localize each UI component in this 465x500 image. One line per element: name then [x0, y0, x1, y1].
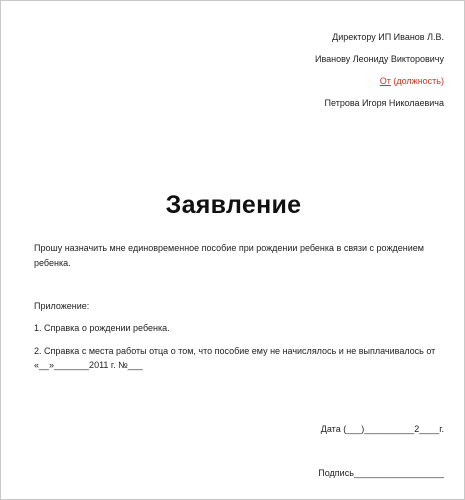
attachment-heading: Приложение: — [34, 301, 90, 311]
addressee-line: Директору ИП Иванов Л.В. — [332, 32, 444, 42]
attachment-item-2-line-1: 2. Справка с места работы отца о том, что пособие ему не начислялось и не выплачивалось от — [34, 346, 436, 356]
request-text: Прошу назначить мне единовременное пособие при рождении ребенка в связи с рождением ребенка. — [34, 243, 424, 268]
from-prefix: От — [379, 76, 391, 86]
attachment-item-2-line-2: «__»_______2011 г. №___ — [34, 360, 143, 370]
sender-position-line — [380, 76, 444, 86]
sender-name: Петрова Игоря Николаевича — [324, 98, 444, 108]
addressee-name: Иванову Леониду Викторовичу — [315, 54, 444, 64]
attachment-item-1: 1. Справка о рождении ребенка. — [34, 323, 170, 333]
date-line: Дата (___)__________2____г. — [320, 424, 444, 434]
document-title: Заявление — [165, 191, 302, 219]
signature-line: Подпись__________________ — [318, 468, 444, 478]
from-position: (должность) — [393, 76, 444, 86]
